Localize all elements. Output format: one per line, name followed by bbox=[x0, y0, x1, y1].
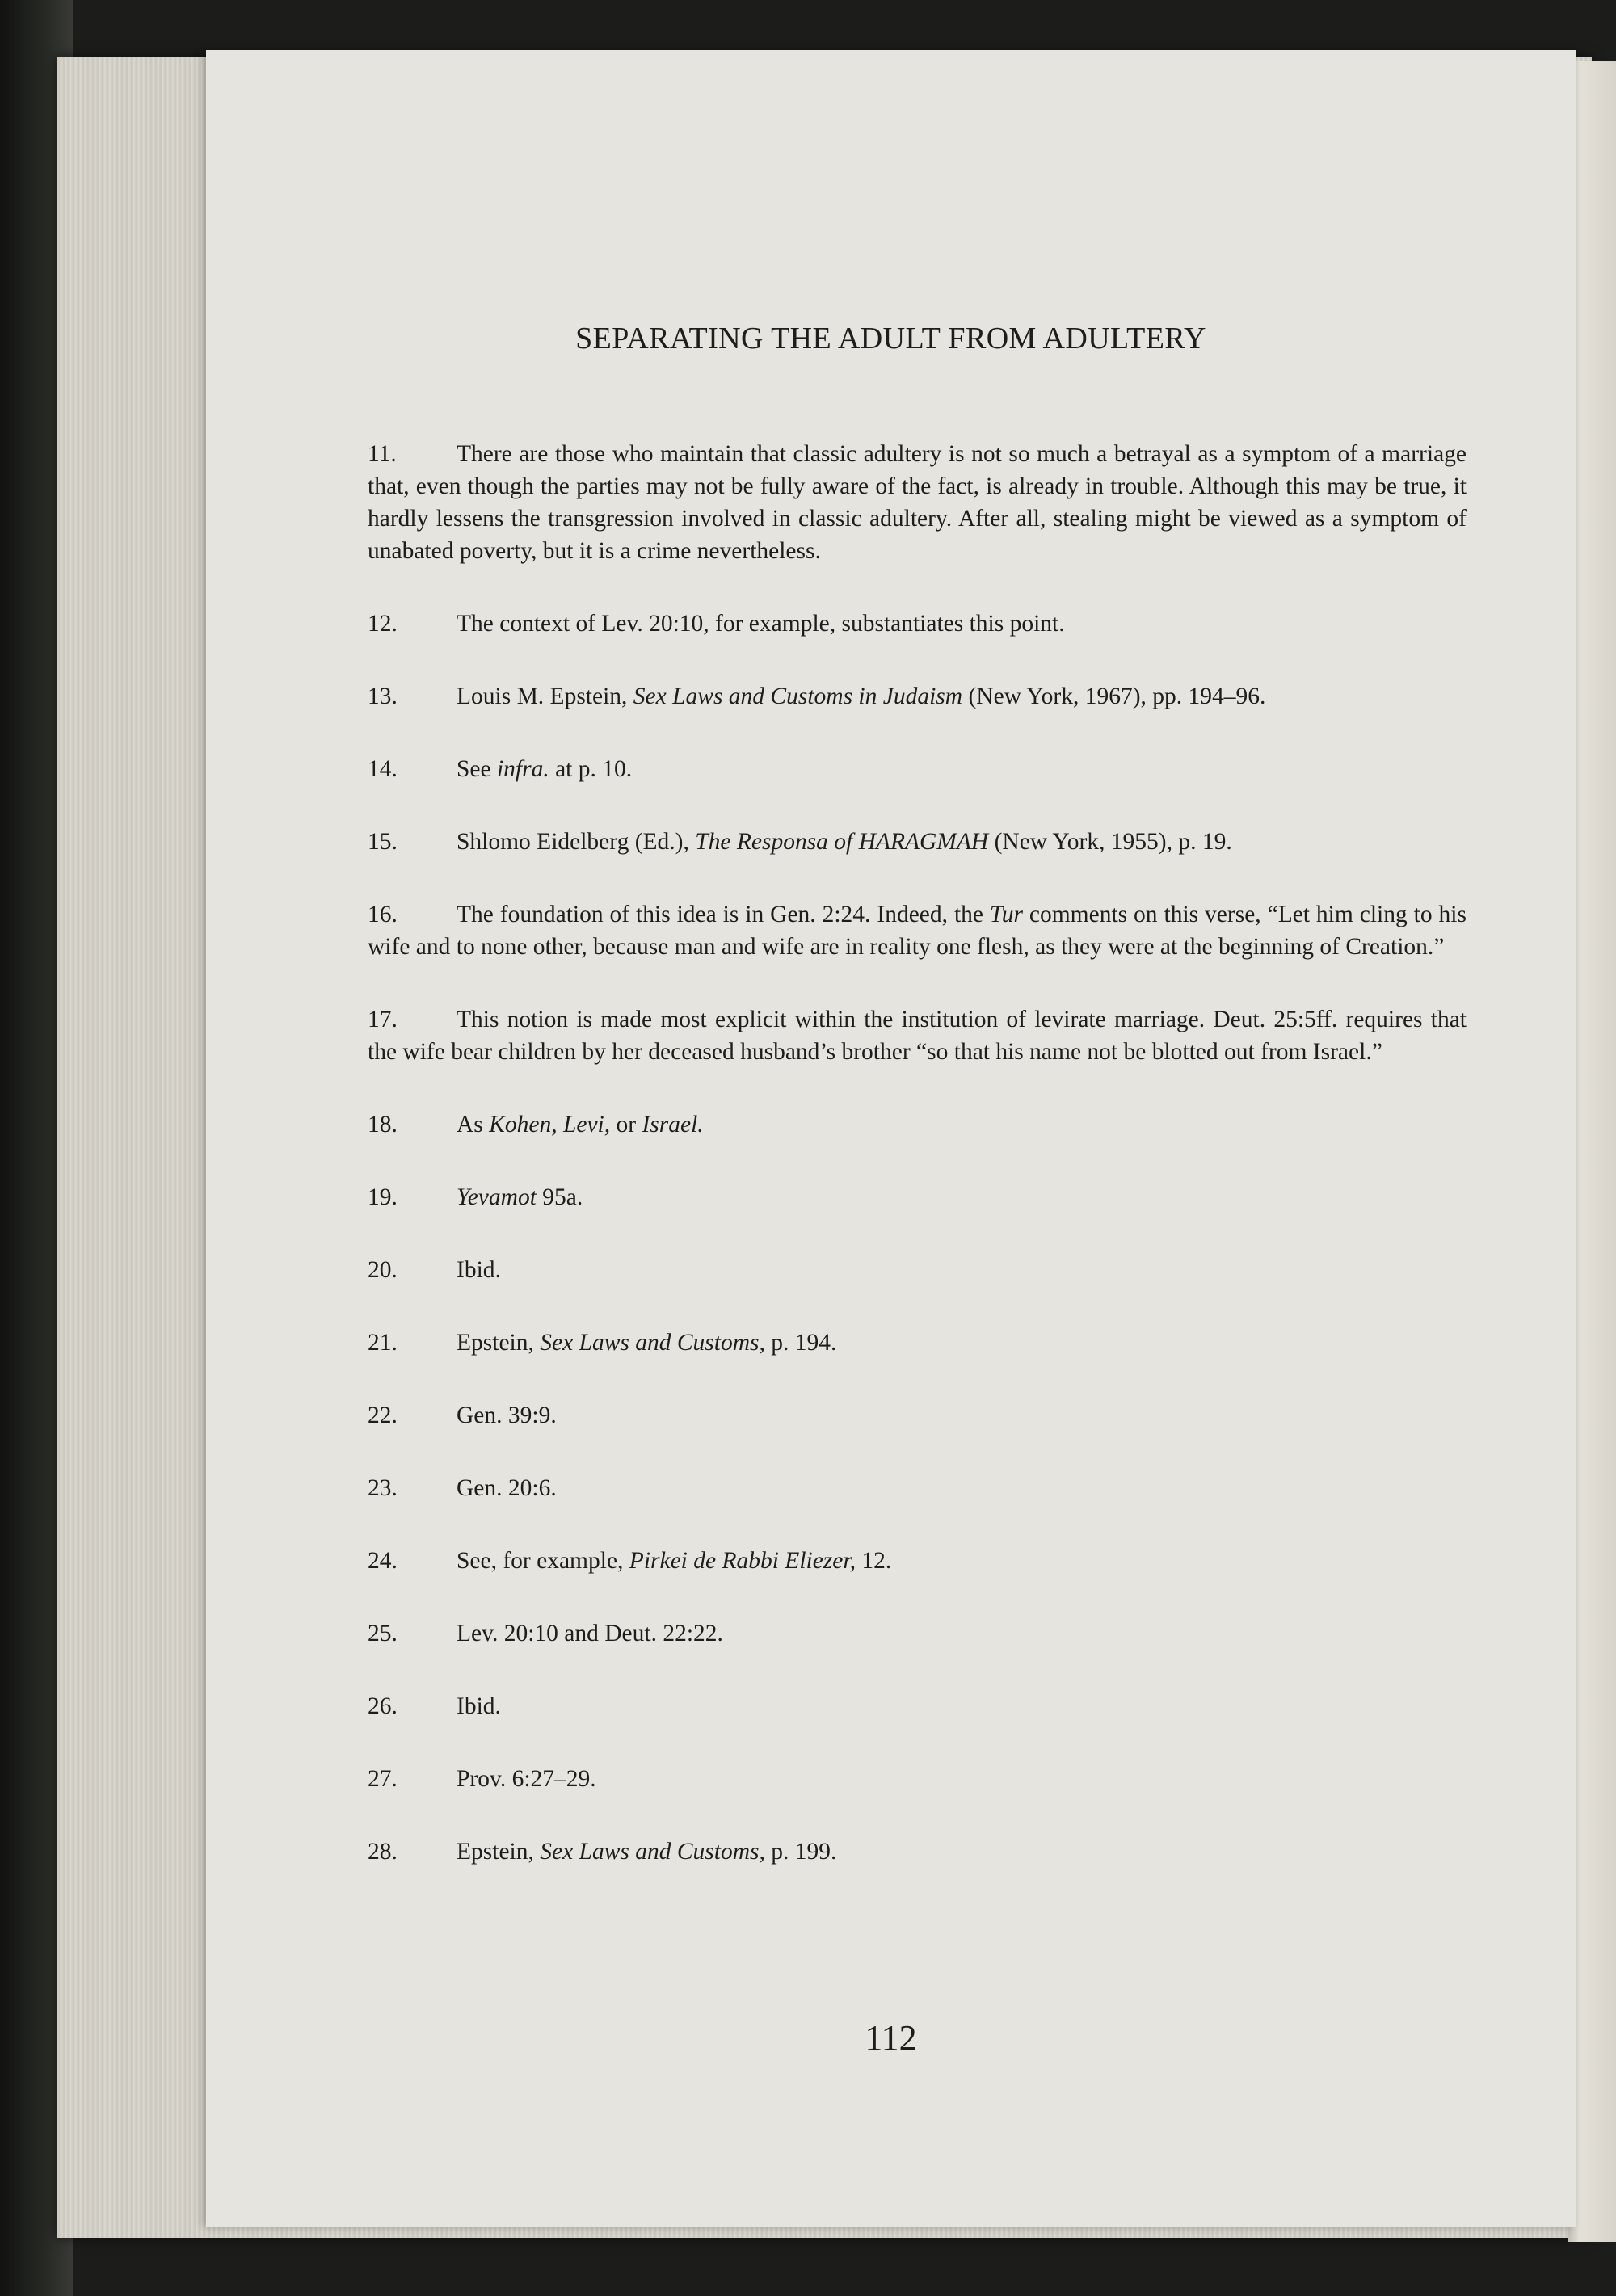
endnote-item bbox=[368, 826, 1467, 858]
endnote-item bbox=[368, 438, 1467, 567]
endnote-item bbox=[368, 753, 1467, 785]
endnote-number: 13. bbox=[368, 683, 398, 709]
endnote-item bbox=[368, 1181, 1467, 1213]
endnote-text bbox=[457, 756, 632, 782]
endnote-number: 16. bbox=[368, 902, 398, 927]
endnote-italic-text: infra. bbox=[496, 756, 549, 782]
endnote-text bbox=[368, 902, 1467, 960]
endnote-text bbox=[457, 1402, 557, 1428]
endnote-italic-text: Tur bbox=[989, 902, 1023, 927]
endnote-text-run: p. 194. bbox=[764, 1330, 837, 1356]
endnote-text bbox=[457, 1693, 501, 1719]
endnote-item bbox=[368, 1545, 1467, 1577]
endnote-text-run: at p. 10. bbox=[549, 756, 633, 782]
endnote-italic-text: Sex Laws and Customs, bbox=[540, 1330, 765, 1356]
endnote-text bbox=[457, 829, 1232, 855]
endnote-item bbox=[368, 1617, 1467, 1650]
endnote-item bbox=[368, 1108, 1467, 1141]
endnote-text bbox=[457, 1330, 836, 1356]
endnote-number: 22. bbox=[368, 1402, 398, 1428]
endnote-number: 21. bbox=[368, 1330, 398, 1356]
endnote-text bbox=[368, 1007, 1467, 1065]
endnote-number: 24. bbox=[368, 1548, 398, 1574]
endnote-text-run: Louis M. Epstein, bbox=[457, 683, 633, 709]
endnote-text-run: Prov. 6:27–29. bbox=[457, 1766, 596, 1792]
page-number: 112 bbox=[865, 2018, 917, 2058]
endnote-text bbox=[457, 1475, 557, 1501]
endnote-text-run: Ibid. bbox=[457, 1693, 501, 1719]
endnote-text-run: Lev. 20:10 and Deut. 22:22. bbox=[457, 1621, 723, 1646]
endnote-text bbox=[457, 1766, 596, 1792]
endnote-number: 15. bbox=[368, 829, 398, 855]
endnote-italic-text: Kohen, Levi, bbox=[489, 1112, 611, 1137]
endnote-item bbox=[368, 608, 1467, 640]
endnote-number: 17. bbox=[368, 1007, 398, 1032]
endnote-italic-text: Pirkei de Rabbi Eliezer, bbox=[629, 1548, 856, 1574]
endnote-text bbox=[368, 441, 1467, 564]
endnote-number: 11. bbox=[368, 441, 397, 467]
endnote-text-run: (New York, 1967), pp. 194–96. bbox=[962, 683, 1266, 709]
endnote-text bbox=[457, 1112, 704, 1137]
endnote-text-run: The context of Lev. 20:10, for example, substantiates this point. bbox=[457, 611, 1065, 637]
endnote-text-run: Epstein, bbox=[457, 1839, 541, 1865]
endnote-item bbox=[368, 1690, 1467, 1722]
endnote-text-run: 95a. bbox=[536, 1184, 583, 1210]
endnote-text-run: Gen. 39:9. bbox=[457, 1402, 557, 1428]
endnote-text-run: See, for example, bbox=[457, 1548, 629, 1574]
endnote-text-run: Shlomo Eidelberg (Ed.), bbox=[457, 829, 696, 855]
endnote-italic-text: Sex Laws and Customs, bbox=[540, 1839, 765, 1865]
endnote-text bbox=[457, 1839, 836, 1865]
endnote-text-run: Gen. 20:6. bbox=[457, 1475, 557, 1501]
endnote-item bbox=[368, 1836, 1467, 1868]
endnote-italic-text: Yevamot bbox=[457, 1184, 537, 1210]
endnote-text-run: Ibid. bbox=[457, 1257, 501, 1283]
page-title: SEPARATING THE ADULT FROM ADULTERY bbox=[575, 322, 1206, 355]
endnotes-list bbox=[368, 438, 1467, 1908]
endnote-number: 20. bbox=[368, 1257, 398, 1283]
endnote-text-run: or bbox=[610, 1112, 642, 1137]
endnote-item bbox=[368, 680, 1467, 713]
endnote-number: 18. bbox=[368, 1112, 398, 1137]
endnote-text-run: There are those who maintain that classic adultery is not so much a betrayal as a symptom of a marriage that, even though the parties may not be fully aware of the fact, is already in trouble. Although this may be true, it hardly lessens the transgression involved in classic adultery. After all, stealing might be viewed as a symptom of unabated poverty, but it is a crime nevertheless. bbox=[368, 441, 1467, 564]
endnote-text-run: The foundation of this idea is in Gen. 2:24. Indeed, the bbox=[457, 902, 990, 927]
endnote-text bbox=[457, 1184, 583, 1210]
endnote-text bbox=[457, 1257, 501, 1283]
book-page bbox=[206, 50, 1576, 2227]
endnote-text-run: 12. bbox=[855, 1548, 892, 1574]
endnote-text-run: comments on this verse, “Let him cling to his wife and to none other, because man and wife are in reality one flesh, as they were at the beginning of Creation.” bbox=[368, 902, 1467, 960]
endnote-text-run: See bbox=[457, 756, 497, 782]
endnote-text-run: (New York, 1955), p. 19. bbox=[988, 829, 1232, 855]
endnote-italic-text: Sex Laws and Customs in Judaism bbox=[633, 683, 963, 709]
endnote-number: 25. bbox=[368, 1621, 398, 1646]
endnote-number: 14. bbox=[368, 756, 398, 782]
endnote-text bbox=[457, 1621, 723, 1646]
endnote-number: 12. bbox=[368, 611, 398, 637]
endnote-text-run: Epstein, bbox=[457, 1330, 541, 1356]
endnote-number: 23. bbox=[368, 1475, 398, 1501]
endnote-number: 28. bbox=[368, 1839, 398, 1865]
endnote-item bbox=[368, 1399, 1467, 1432]
endnote-italic-text: The Responsa of HARAGMAH bbox=[695, 829, 989, 855]
endnote-number: 19. bbox=[368, 1184, 398, 1210]
endnote-item bbox=[368, 898, 1467, 963]
endnote-text bbox=[457, 1548, 891, 1574]
endnote-text bbox=[457, 683, 1265, 709]
endnote-italic-text: Israel. bbox=[642, 1112, 704, 1137]
endnote-number: 26. bbox=[368, 1693, 398, 1719]
endnote-item bbox=[368, 1763, 1467, 1795]
endnote-item bbox=[368, 1327, 1467, 1359]
endnote-item bbox=[368, 1472, 1467, 1504]
endnote-text bbox=[457, 611, 1065, 637]
endnote-text-run: This notion is made most explicit within the institution of levirate marriage. Deut. 25:5ff. requires that the wife bear children by her deceased husband’s brother “so that his name not be blotted out from Israel.” bbox=[368, 1007, 1467, 1065]
endnote-item bbox=[368, 1254, 1467, 1286]
endnote-number: 27. bbox=[368, 1766, 398, 1792]
endnote-item bbox=[368, 1003, 1467, 1068]
endnote-text-run: p. 199. bbox=[764, 1839, 837, 1865]
endnote-text-run: As bbox=[457, 1112, 490, 1137]
